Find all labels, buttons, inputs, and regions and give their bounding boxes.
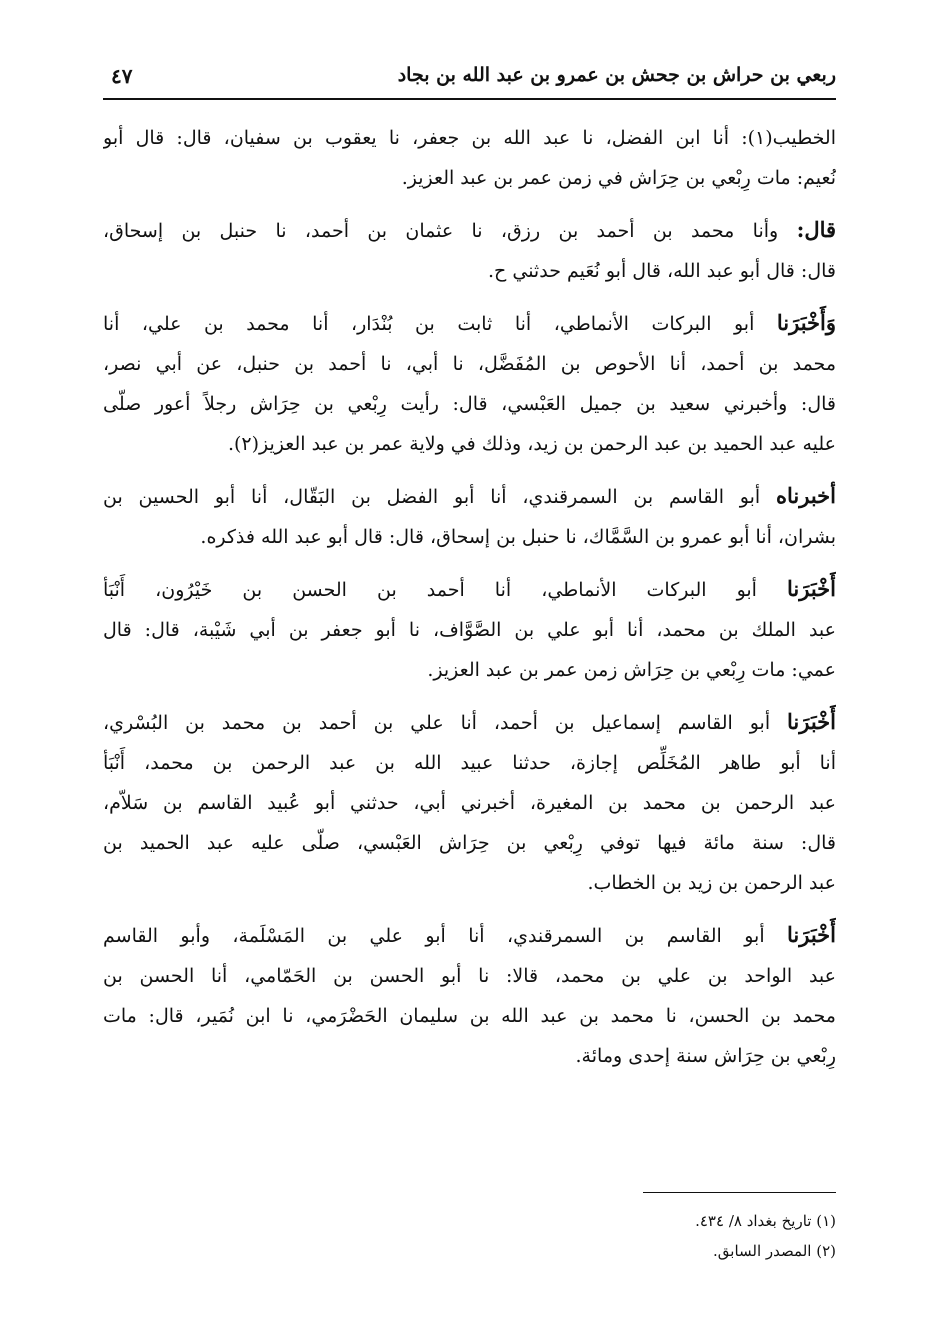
text-line: قال: قال أبو عبد الله، قال أبو نُعَيم حدثني ح.	[488, 260, 836, 282]
text-line: عمي: مات رِبْعي بن حِرَاش زمن عمر بن عبد العزيز.	[427, 659, 836, 681]
text-line: عبد الواحد بن علي بن محمد، قالا: نا أبو الحسن بن الحَمّامي، أنا الحسن بن	[103, 965, 836, 987]
text-line: محمد بن أحمد، أنا الأحوص بن المُفَضَّل، نا أبي، نا أحمد بن حنبل، عن أبي نصر،	[103, 353, 836, 375]
footnote-2: (٢) المصدر السابق.	[713, 1242, 836, 1260]
text-line: قال: سنة مائة فيها توفي رِبْعي بن حِرَاش العَبْسي، صلّى عليه عبد الحميد بن	[103, 832, 836, 854]
main-text	[103, 118, 836, 1088]
text-line: عليه عبد الحميد بن عبد الرحمن بن زيد، وذلك في ولاية عمر بن عبد العزيز(٢).	[227, 433, 836, 455]
text-segment: أبو البركات الأنماطي، أنا أحمد بن الحسن بن خَيْرُون، أَنْبَأ	[103, 579, 757, 601]
page-header	[103, 58, 836, 100]
text-line: قال: وأخبرني سعيد بن جميل العَبْسي، قال: رأيت رِبْعي بن حِرَاش رجلاً أعور صلّى	[103, 393, 836, 415]
paragraph-lead-word: أَخْبَرَنا	[787, 922, 836, 947]
paragraph-lead-word: أَخْبَرَنا	[787, 709, 836, 734]
text-line: أنا أبو طاهر المُخَلِّص إجازة، حدثنا عبيد الله بن عبد الرحمن بن محمد، أَنْبَأ	[103, 752, 836, 774]
text-segment: أبو القاسم إسماعيل بن أحمد، أنا علي بن أحمد بن محمد بن البُسْري،	[103, 712, 771, 734]
paragraph-lead-word: أَخْبَرَنا	[787, 576, 836, 601]
text-line: بشران، أنا أبو عمرو بن السَّمَّاك، نا حنبل بن إسحاق، قال: قال أبو عبد الله فذكره.	[200, 526, 836, 548]
text-line: محمد بن الحسن، نا محمد بن عبد الله بن سليمان الحَضْرَمي، نا ابن نُمَير، قال: مات	[103, 1005, 836, 1027]
text-line: الخطيب(١): أنا ابن الفضل، نا عبد الله بن جعفر، نا يعقوب بن سفيان، قال: قال أبو	[103, 127, 836, 149]
text-line	[103, 702, 836, 743]
paragraph-lead-word: أخبرناه	[776, 483, 836, 508]
paragraph-7	[103, 915, 836, 1076]
text-segment: أبو القاسم بن السمرقندي، أنا أبو الفضل بن البَقّال، أنا أبو الحسين بن	[103, 486, 761, 508]
text-line: عبد الرحمن بن محمد بن المغيرة، أخبرني أبي، حدثني أبو عُبيد القاسم بن سَلاّم،	[103, 792, 836, 814]
footnote-divider	[643, 1192, 836, 1193]
text-line: نُعيم: مات رِبْعي بن حِرَاش في زمن عمر بن عبد العزيز.	[401, 167, 836, 189]
text-line	[103, 210, 836, 251]
text-line	[103, 569, 836, 610]
page-number: ٤٧	[111, 64, 133, 88]
paragraph-lead-word: وَأَخْبَرَنا	[776, 310, 836, 335]
running-title: ربعي بن حراش بن جحش بن عمرو بن عبد الله بن بجاد	[397, 64, 836, 86]
paragraph-2	[103, 210, 836, 291]
text-line: عبد الملك بن محمد، أنا أبو علي بن الصَّوَّاف، نا أبو جعفر بن أبي شَيْبة، قال: قال	[103, 619, 836, 641]
text-line	[103, 476, 836, 517]
paragraph-4	[103, 476, 836, 557]
paragraph-1	[103, 118, 836, 198]
text-line	[103, 915, 836, 956]
text-line	[103, 303, 836, 344]
text-segment: أبو البركات الأنماطي، أنا ثابت بن بُنْدَار، أنا محمد بن علي، أنا	[103, 313, 755, 335]
text-segment: وأنا محمد بن أحمد بن رزق، نا عثمان بن أحمد، نا حنبل بن إسحاق،	[103, 220, 779, 242]
footnote-1: (١) تاريخ بغداد ٨/ ٤٣٤.	[695, 1212, 836, 1230]
text-segment: أبو القاسم بن السمرقندي، أنا أبو علي بن المَسْلَمة، وأبو القاسم	[103, 925, 765, 947]
paragraph-3	[103, 303, 836, 464]
paragraph-6	[103, 702, 836, 903]
text-line: رِبْعي بن حِرَاش سنة إحدى ومائة.	[575, 1045, 836, 1067]
footnotes	[103, 1206, 836, 1266]
paragraph-5	[103, 569, 836, 690]
text-line: عبد الرحمن بن زيد بن الخطاب.	[587, 872, 836, 894]
paragraph-lead-word: قال:	[796, 217, 836, 242]
